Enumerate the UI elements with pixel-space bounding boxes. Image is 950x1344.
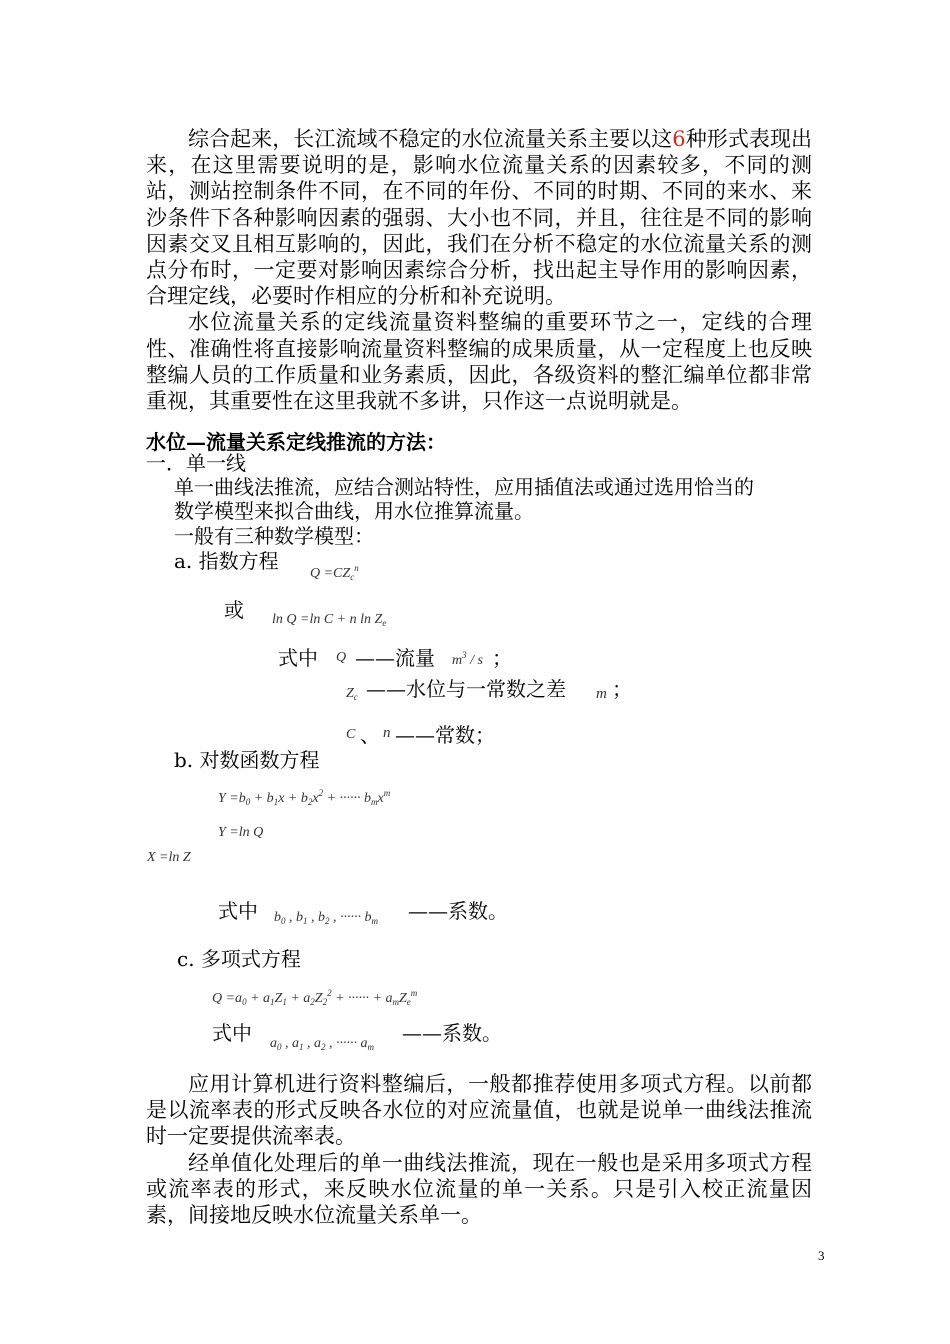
symbol-n: n xyxy=(383,725,391,741)
coef-a-list: $a_0$ , $a_1$ , $a_2$ , ······ $a_m$ xyxy=(270,1036,374,1052)
computer-text: 应用计算机进行资料整编后，一般都推荐使用多项式方程。以前都是以流率表的形式反映各水位的对应流量值，也就是说单一曲线法推流时一定要提供流率表。 xyxy=(146,1072,812,1149)
unit-m: m xyxy=(596,686,607,702)
paragraph-importance: 水位流量关系的定线流量资料整编的重要环节之一，定线的合理性、准确性将直接影响流量资料整编的成果质量，从一定程度上也反映整编人员的工作质量和业务素质，因此，各级资料的整汇编单位都非常重视，其重要性在这里我就不多讲，只作这一点说明就是。 xyxy=(146,310,812,414)
formula-x: X =ln Z xyxy=(147,850,191,865)
semicolon-2: ； xyxy=(612,677,632,701)
const-def: ——常数； xyxy=(395,723,495,747)
summary-text-b: 种形式表现出来，在这里需要说明的是，影响水位流量关系的因素较多，不同的测站，测站控制条件不同，在不同的年份、不同的时期、不同的来水、来沙条件下各种影响因素的强弱、大小也不同，并且，往往是不同的影响因素交叉且相互影响的，因此，我们在分析不稳定的水位流量关系的测点分布时，一定要对影响因素综合分析，找出起主导作用的影响因素，合理定线，必要时作相应的分析和补充说明。 xyxy=(146,127,813,309)
formula-log-poly: $Y =b_0 + b_1x + b_2x^2$ + ······ $b_mx^m$ xyxy=(218,788,391,807)
coef-a-def: ——系数。 xyxy=(402,1021,502,1045)
section-heading: 水位—流量关系定线推流的方法： xyxy=(146,430,446,454)
where-label-3: 式中 xyxy=(212,1021,252,1045)
coef-b-list: $b_0$ , $b_1$ , $b_2$ , ······ $b_m$ xyxy=(274,910,378,926)
semicolon-1: ； xyxy=(492,646,512,670)
model-c-label: c. 多项式方程 xyxy=(177,947,301,971)
symbol-q: Q xyxy=(336,650,347,665)
paragraph-single-value: 经单值化处理后的单一曲线法推流，现在一般也是采用多项式方程或流率表的形式，来反映水位流量的单一关系。只是引入校正流量因素，间接地反映水位流量关系单一。 xyxy=(146,1150,812,1228)
formula-exp: $Q =CZ_c^n$ xyxy=(310,563,359,582)
method-line-2: 数学模型来拟合曲线，用水位推算流量。 xyxy=(174,499,534,523)
or-text: 或 xyxy=(224,598,244,622)
paragraph-summary xyxy=(146,126,812,414)
symbol-c: C xyxy=(346,727,356,742)
summary-number: 6 xyxy=(672,127,686,151)
summary-text-a: 综合起来，长江流域不稳定的水位流量关系主要以这 xyxy=(188,127,673,151)
zdiff-def: ——水位与一常数之差 xyxy=(366,677,566,701)
model-b-label: b. 对数函数方程 xyxy=(174,748,320,772)
page-number: 3 xyxy=(818,1248,825,1263)
flow-def: ——流量 xyxy=(355,646,435,670)
formula-log-form: ln Q =ln C + n $\ln Z_e$ xyxy=(272,612,387,628)
method-line-3: 一般有三种数学模型： xyxy=(174,524,374,548)
paragraph-computer xyxy=(146,1071,812,1228)
separator: 、 xyxy=(360,723,380,747)
where-label-2: 式中 xyxy=(218,899,258,923)
coef-b-def: ——系数。 xyxy=(408,899,508,923)
unit-m3s: $m^3$ / s xyxy=(452,650,483,668)
formula-poly: $Q =a_0 + a_1Z_1 + a_2Z_2^2$ + ······ + $a_mZ_e^m$ xyxy=(212,988,418,1007)
formula-y: Y =ln Q xyxy=(218,825,264,840)
model-a-label: a. 指数方程 xyxy=(174,549,279,573)
subsection-title: 一．单一线 xyxy=(146,451,246,475)
method-line-1: 单一曲线法推流，应结合测站特性，应用插值法或通过选用恰当的 xyxy=(174,475,754,499)
symbol-zc: $Z_c$ xyxy=(346,686,358,702)
where-label-1: 式中 xyxy=(278,646,318,670)
